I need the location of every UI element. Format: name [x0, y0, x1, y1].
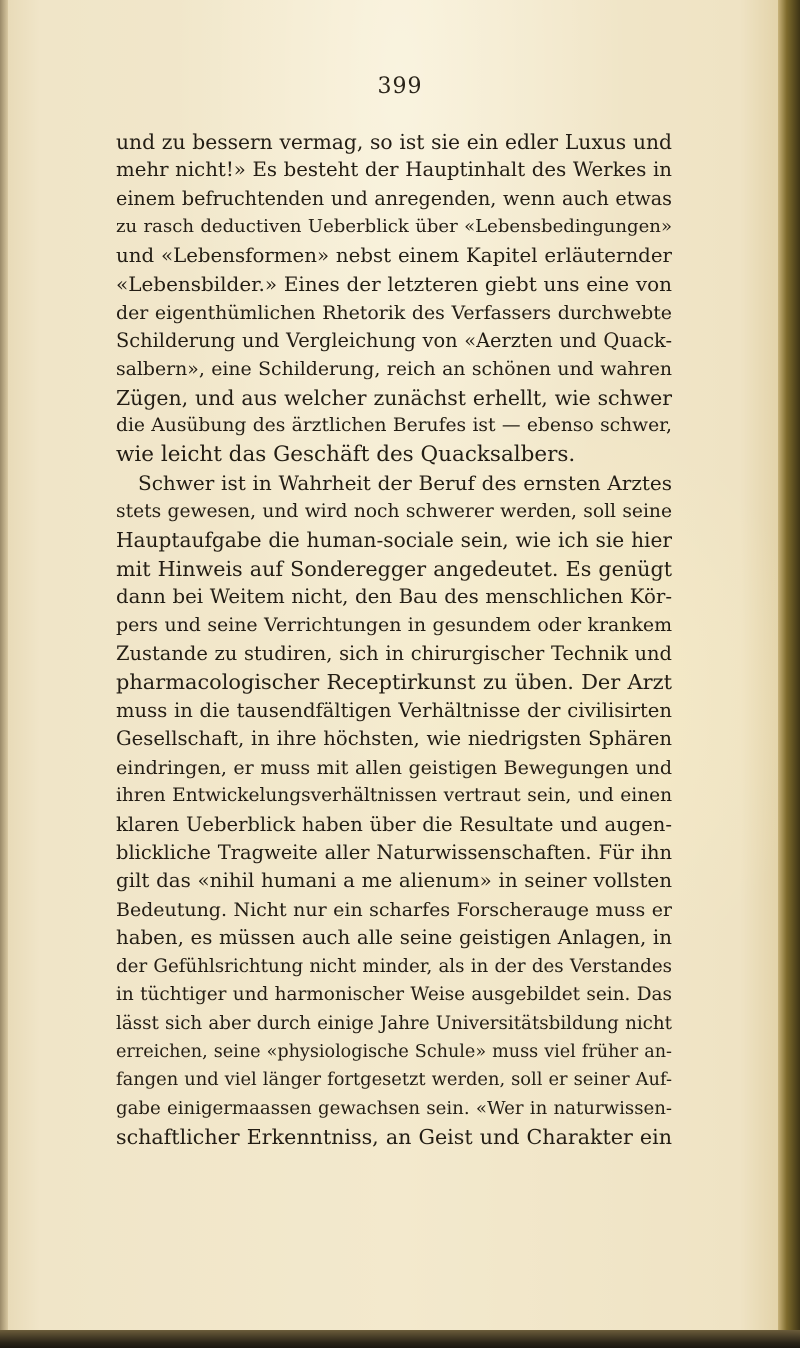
text-line: mehr nicht!» Es besteht der Hauptinhalt des Werkes in	[116, 158, 672, 182]
text-line: Schwer ist in Wahrheit der Beruf des ernsten Arztes	[138, 471, 672, 496]
text-line: muss in die tausendfältigen Verhältnisse der civilisirten	[116, 698, 672, 722]
page-number: 399	[377, 74, 423, 99]
text-line: einem befruchtenden und anregenden, wenn auch etwas	[116, 186, 672, 210]
text-line: blickliche Tragweite aller Naturwissenschaften. Für ihn	[116, 840, 672, 864]
text-line: fangen und viel länger fortgesetzt werden, soll er seiner Auf-	[116, 1069, 672, 1091]
text-line: der eigenthümlichen Rhetorik des Verfassers durchwebte	[116, 301, 672, 324]
page-bottom-edge	[0, 1330, 800, 1348]
text-line: Zügen, und aus welcher zunächst erhellt, wie schwer	[116, 385, 672, 410]
text-line: haben, es müssen auch alle seine geistigen Anlagen, in	[116, 926, 672, 950]
text-line: salbern», eine Schilderung, reich an schönen und wahren	[116, 358, 672, 380]
text-line: zu rasch deductiven Ueberblick über «Lebensbedingungen»	[116, 216, 672, 238]
page-right-edge	[778, 0, 800, 1348]
text-line: in tüchtiger und harmonischer Weise ausgebildet sein. Das	[116, 984, 672, 1006]
text-line: pharmacologischer Receptirkunst zu üben. Der Arzt	[116, 670, 672, 695]
text-line: stets gewesen, und wird noch schwerer werden, soll seine	[116, 500, 672, 522]
text-line: der Gefühlsrichtung nicht minder, als in der des Verstandes	[116, 955, 672, 977]
text-line: und zu bessern vermag, so ist sie ein edler Luxus und	[116, 130, 672, 154]
text-line: pers und seine Verrichtungen in gesundem oder krankem	[116, 614, 672, 637]
text-line: gabe einigermaassen gewachsen sein. «Wer in naturwissen-	[116, 1097, 672, 1119]
text-line: klaren Ueberblick haben über die Resultate und augen-	[116, 812, 672, 836]
text-line: wie leicht das Geschäft des Quacksalbers.	[116, 441, 576, 467]
text-line: und «Lebensformen» nebst einem Kapitel erläuternder	[116, 243, 672, 267]
text-line: mit Hinweis auf Sonderegger angedeutet. Es genügt	[116, 556, 672, 581]
text-line: dann bei Weitem nicht, den Bau des menschlichen Kör-	[116, 585, 672, 608]
page-left-edge	[0, 0, 8, 1348]
text-line: erreichen, seine «physiologische Schule» muss viel früher an-	[116, 1042, 672, 1062]
text-line: Schilderung und Vergleichung von «Aerzten und Quack-	[116, 329, 672, 353]
text-line: die Ausübung des ärztlichen Berufes ist — ebenso schwer,	[116, 415, 672, 437]
text-line: Gesellschaft, in ihre höchsten, wie niedrigsten Sphären	[116, 727, 672, 751]
text-line: eindringen, er muss mit allen geistigen Bewegungen und	[116, 756, 672, 779]
text-line: Bedeutung. Nicht nur ein scharfes Forscherauge muss er	[116, 898, 672, 921]
text-line: Hauptaufgabe die human-sociale sein, wie ich sie hier	[116, 528, 672, 553]
text-line: ihren Entwickelungsverhältnissen vertraut sein, und einen	[116, 785, 672, 807]
body-text	[116, 128, 672, 1152]
text-line: Zustande zu studiren, sich in chirurgischer Technik und	[116, 641, 672, 665]
text-line: «Lebensbilder.» Eines der letzteren giebt uns eine von	[116, 272, 672, 297]
text-line: lässt sich aber durch einige Jahre Universitätsbildung nicht	[116, 1012, 672, 1034]
text-line: schaftlicher Erkenntniss, an Geist und Charakter ein	[116, 1125, 672, 1150]
text-line: gilt das «nihil humani a me alienum» in seiner vollsten	[116, 869, 672, 893]
